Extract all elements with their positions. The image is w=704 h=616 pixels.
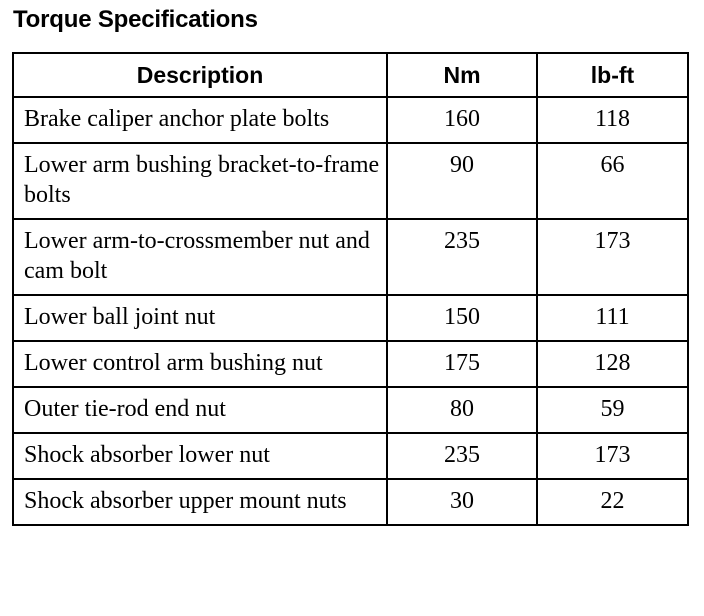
lbft-cell: 173 (537, 219, 688, 295)
lbft-cell: 66 (537, 143, 688, 219)
table-row (13, 97, 688, 143)
header-row (13, 53, 688, 97)
table-row (13, 143, 688, 219)
column-header-lbft: lb-ft (537, 53, 688, 97)
table-row (13, 387, 688, 433)
description-cell: Lower ball joint nut (13, 295, 387, 341)
description-cell: Lower arm-to-crossmember nut and cam bolt (13, 219, 387, 295)
description-cell: Lower arm bushing bracket-to-frame bolts (13, 143, 387, 219)
description-cell: Brake caliper anchor plate bolts (13, 97, 387, 143)
description-cell: Lower control arm bushing nut (13, 341, 387, 387)
lbft-cell: 118 (537, 97, 688, 143)
nm-cell: 150 (387, 295, 537, 341)
table-row (13, 295, 688, 341)
page-title: Torque Specifications (13, 6, 258, 33)
table-row (13, 219, 688, 295)
table-row (13, 479, 688, 525)
nm-cell: 160 (387, 97, 537, 143)
lbft-cell: 111 (537, 295, 688, 341)
nm-cell: 235 (387, 433, 537, 479)
column-header-nm: Nm (387, 53, 537, 97)
lbft-cell: 22 (537, 479, 688, 525)
nm-cell: 175 (387, 341, 537, 387)
table-header (13, 53, 688, 97)
description-cell: Shock absorber lower nut (13, 433, 387, 479)
description-cell: Outer tie-rod end nut (13, 387, 387, 433)
nm-cell: 30 (387, 479, 537, 525)
table-row (13, 341, 688, 387)
lbft-cell: 59 (537, 387, 688, 433)
table-body (13, 97, 688, 525)
nm-cell: 235 (387, 219, 537, 295)
lbft-cell: 128 (537, 341, 688, 387)
table-row (13, 433, 688, 479)
column-header-description: Description (13, 53, 387, 97)
nm-cell: 80 (387, 387, 537, 433)
description-cell: Shock absorber upper mount nuts (13, 479, 387, 525)
nm-cell: 90 (387, 143, 537, 219)
lbft-cell: 173 (537, 433, 688, 479)
torque-spec-table (12, 52, 689, 526)
